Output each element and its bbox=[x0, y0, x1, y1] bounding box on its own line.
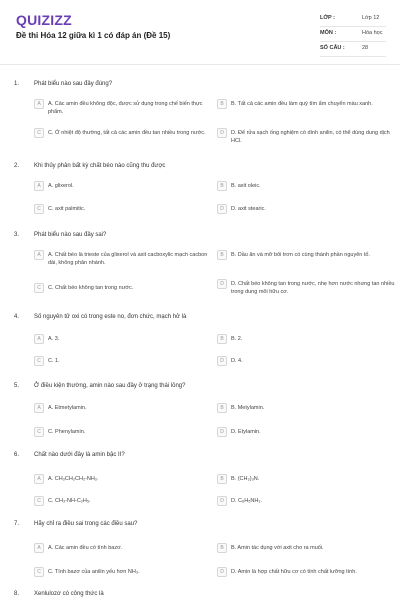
option-letter: A bbox=[34, 474, 44, 484]
option-text: B. Tất cả các amin đều làm quỳ tím ẩm chuyển màu xanh. bbox=[231, 101, 373, 107]
option-letter: A bbox=[34, 403, 44, 413]
question-text: Chất nào dưới đây là amin bậc II? bbox=[34, 452, 125, 458]
option-text: A. Etmetylamin. bbox=[48, 405, 87, 411]
option-text: C. 1. bbox=[48, 358, 60, 364]
option-letter: D bbox=[217, 204, 227, 214]
option-text: B. Amin tác dụng với axit cho ra muối. bbox=[231, 545, 324, 551]
option-letter: C bbox=[34, 496, 44, 506]
option-text: A. Chất béo là trieste của glixerol và axit cacboxylic mạch cacbon dài, không phân nhánh. bbox=[48, 252, 208, 266]
quizizz-logo: QUIZIZZ bbox=[16, 12, 72, 28]
option-letter: C bbox=[34, 283, 44, 293]
option-text: B. axit oleic. bbox=[231, 183, 261, 189]
question-number: 7. bbox=[14, 521, 20, 527]
option-letter: B bbox=[217, 543, 227, 553]
option-letter: C bbox=[34, 128, 44, 138]
meta-label: MÔN : bbox=[320, 30, 337, 36]
option-text: C. axit palmitic. bbox=[48, 206, 86, 212]
option-text: B. 2. bbox=[231, 336, 243, 342]
option-text: A. CH₃CH₂CH₂-NH₂. bbox=[48, 476, 99, 482]
question-number: 8. bbox=[14, 591, 20, 597]
question-number: 1. bbox=[14, 81, 20, 87]
option-text: D. 4. bbox=[231, 358, 243, 364]
option-text: D. Amin là hợp chất hữu cơ có tính chất lưỡng tính. bbox=[231, 569, 357, 575]
question-text: Phát biểu nào sau đây sai? bbox=[34, 232, 107, 238]
meta-row-subject bbox=[320, 27, 386, 42]
option-text: A. 3. bbox=[48, 336, 60, 342]
option-letter: A bbox=[34, 250, 44, 260]
option-letter: D bbox=[217, 128, 227, 138]
option-text: D. axit stearic. bbox=[231, 206, 266, 212]
option-letter: A bbox=[34, 543, 44, 553]
question-text: Hãy chỉ ra điều sai trong các điều sau? bbox=[34, 521, 138, 527]
option-text: D. Chất béo không tan trong nước, nhẹ hơn nước nhưng tan nhiều trong dung môi hữu cơ. bbox=[231, 281, 395, 295]
question-text: Ở điều kiện thường, amin nào sau đây ở trạng thái lỏng? bbox=[34, 383, 186, 389]
option-text: C. Ở nhiệt độ thường, tất cả các amin đều tan nhiều trong nước. bbox=[48, 130, 206, 136]
question-text: Xenlulozơ có công thức là bbox=[34, 591, 104, 597]
option-letter: D bbox=[217, 356, 227, 366]
question-number: 4. bbox=[14, 314, 20, 320]
option-text: A. glixerol. bbox=[48, 183, 74, 189]
option-letter: B bbox=[217, 99, 227, 109]
option-text: C. CH₃-NH-C₂H₅. bbox=[48, 498, 91, 504]
header bbox=[0, 0, 400, 64]
option-letter: A bbox=[34, 99, 44, 109]
option-letter: B bbox=[217, 403, 227, 413]
option-letter: C bbox=[34, 427, 44, 437]
option-text: D. C₆H₅NH₂. bbox=[231, 498, 263, 504]
question-number: 2. bbox=[14, 163, 20, 169]
option-letter: B bbox=[217, 181, 227, 191]
option-letter: A bbox=[34, 334, 44, 344]
question-number: 3. bbox=[14, 232, 20, 238]
question-text: Phát biểu nào sau đây đúng? bbox=[34, 81, 113, 87]
header-divider bbox=[0, 64, 400, 65]
option-letter: D bbox=[217, 279, 227, 289]
option-letter: A bbox=[34, 181, 44, 191]
question-number: 5. bbox=[14, 383, 20, 389]
question-text: Số nguyên tử oxi có trong este no, đơn chức, mạch hở là bbox=[34, 314, 187, 320]
option-text: A. Các amin đều không độc, được sử dụng trong chế biến thực phẩm. bbox=[48, 101, 203, 115]
meta-value: Hóa học bbox=[362, 30, 383, 36]
option-text: B. Dầu ăn và mỡ bôi trơn có cùng thành phần nguyên tố. bbox=[231, 252, 370, 258]
option-letter: C bbox=[34, 204, 44, 214]
option-text: D. Để rửa sạch ống nghiệm có dính anilin, có thể dùng dung dịch HCl. bbox=[231, 130, 390, 144]
option-letter: C bbox=[34, 567, 44, 577]
option-text: C. Tính bazơ của anilin yếu hơn NH₃. bbox=[48, 569, 140, 575]
option-text: C. Phenylamin. bbox=[48, 429, 86, 435]
meta-row-class bbox=[320, 12, 386, 27]
question-number: 6. bbox=[14, 452, 20, 458]
meta-row-count bbox=[320, 42, 386, 57]
option-text: B. (CH₃)₃N. bbox=[231, 476, 260, 482]
option-text: A. Các amin đều có tính bazơ. bbox=[48, 545, 123, 551]
option-letter: B bbox=[217, 474, 227, 484]
meta-label: SỐ CÂU : bbox=[320, 45, 345, 51]
option-text: B. Metylamin. bbox=[231, 405, 265, 411]
question-text: Khi thủy phân bất kỳ chất béo nào cũng thu được bbox=[34, 163, 166, 169]
option-letter: B bbox=[217, 334, 227, 344]
meta-value: Lớp 12 bbox=[362, 15, 380, 21]
meta-value: 28 bbox=[362, 45, 369, 51]
meta-label: LỚP : bbox=[320, 15, 335, 21]
option-letter: C bbox=[34, 356, 44, 366]
option-letter: B bbox=[217, 250, 227, 260]
option-letter: D bbox=[217, 567, 227, 577]
document-title: Đề thi Hóa 12 giữa kì 1 có đáp án (Đề 15) bbox=[16, 31, 171, 40]
option-letter: D bbox=[217, 427, 227, 437]
option-letter: D bbox=[217, 496, 227, 506]
option-text: D. Etylamin. bbox=[231, 429, 261, 435]
option-text: C. Chất béo không tan trong nước. bbox=[48, 285, 134, 291]
